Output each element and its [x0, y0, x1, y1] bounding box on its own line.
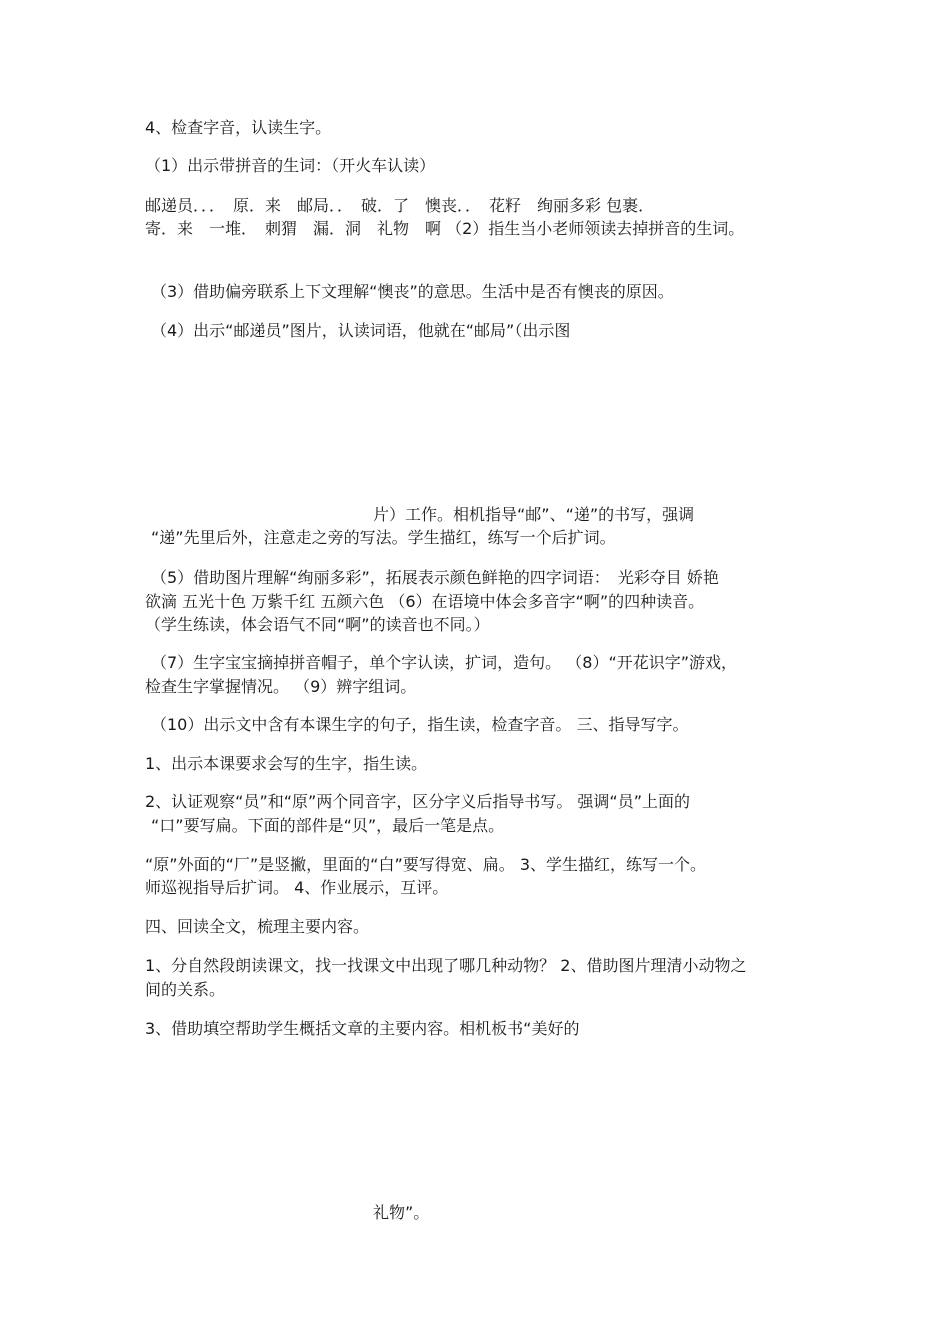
text-line-3: 邮递员．．． 原．来 邮局．． 破．了 懊丧．． 花籽 绚丽多彩 包裹．: [145, 196, 655, 215]
text-line-24: 礼物”。: [373, 1203, 430, 1222]
text-line-20: 四、回读全文，梳理主要内容。: [145, 917, 370, 936]
text-line-19: 师巡视指导后扩词。 4、作业展示，互评。: [145, 878, 449, 897]
text-line-15: 1、出示本课要求会写的生字，指生读。: [145, 754, 428, 773]
text-line-16: 2、认证观察“员”和“原”两个同音字，区分字义后指导书写。 强调“员”上面的: [145, 792, 691, 811]
text-line-13: 检查生字掌握情况。 （9）辨字组词。: [145, 677, 417, 696]
text-line-6: （4）出示“邮递员”图片，认读词语，他就在“邮局”（出示图: [151, 321, 571, 340]
text-line-5: （3）借助偏旁联系上下文理解“懊丧”的意思。生活中是否有懊丧的原因。: [151, 282, 674, 301]
text-line-10: 欲滴 五光十色 万紫千红 五颜六色 （6）在语境中体会多音字“啊”的四种读音。: [145, 592, 705, 611]
text-line-12: （7）生字宝宝摘掉拼音帽子，单个字认读，扩词，造句。 （8）“开花识字”游戏，: [151, 653, 738, 672]
text-line-17: “口”要写扁。下面的部件是“贝”，最后一笔是点。: [151, 816, 505, 835]
text-line-9: （5）借助图片理解“绚丽多彩”，拓展表示颜色鲜艳的四字词语： 光彩夺目 娇艳: [151, 568, 719, 587]
text-line-2: （1）出示带拼音的生词：（开火车认读）: [145, 156, 436, 175]
text-line-8: “递”先里后外，注意走之旁的写法。学生描红，练写一个后扩词。: [151, 528, 616, 547]
text-line-21: 1、分自然段朗读课文，找一找课文中出现了哪几种动物？ 2、借助图片理清小动物之: [145, 956, 747, 975]
text-line-18: “原”外面的“厂”是竖撇，里面的“白”要写得宽、扁。 3、学生描红，练写一个。: [145, 855, 707, 874]
text-line-11: （学生练读，体会语气不同“啊”的读音也不同。）: [145, 615, 490, 634]
text-line-22: 间的关系。: [145, 980, 226, 999]
text-line-7: 片）工作。相机指导“邮”、“递”的书写，强调: [373, 505, 695, 524]
text-line-4: 寄．来 一堆． 刺猬 漏．洞 礼物 啊 （2）指生当小老师领读去掉拼音的生词。: [145, 219, 745, 238]
text-line-23: 3、借助填空帮助学生概括文章的主要内容。相机板书“美好的: [145, 1019, 580, 1038]
text-line-1: 4、检查字音，认读生字。: [145, 118, 332, 137]
text-line-14: （10）出示文中含有本课生字的句子，指生读，检查字音。 三、指导写字。: [151, 715, 689, 734]
